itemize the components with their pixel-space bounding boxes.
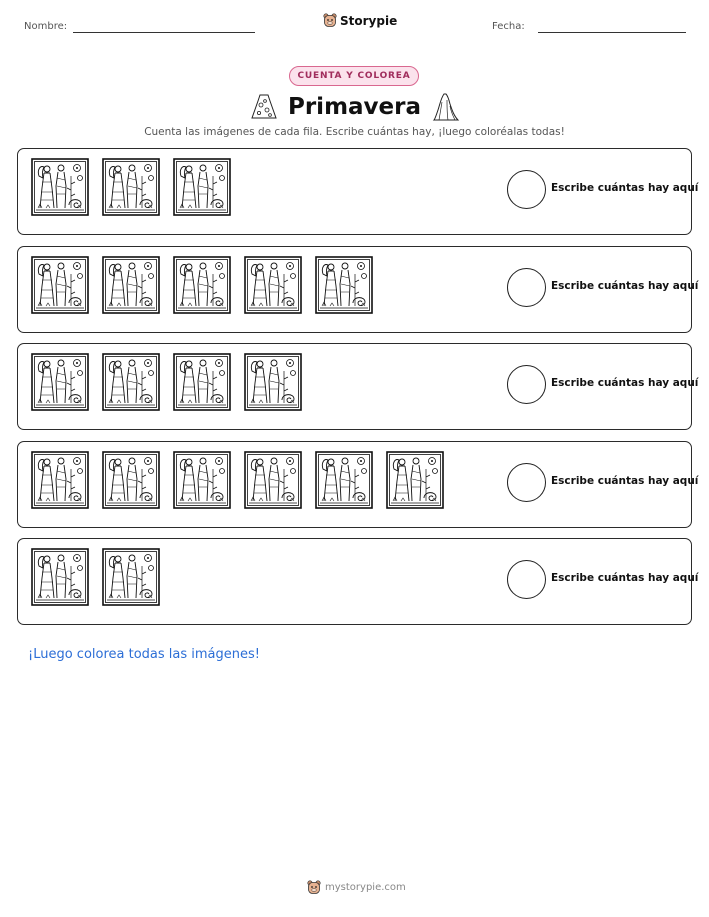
brand-logo bbox=[323, 13, 397, 28]
date-label: Fecha: bbox=[492, 21, 525, 32]
date-field[interactable] bbox=[538, 32, 686, 33]
answer-circle[interactable] bbox=[507, 268, 546, 307]
name-label: Nombre: bbox=[24, 21, 68, 32]
counting-row bbox=[17, 246, 699, 333]
site-url[interactable]: mystorypie.com bbox=[325, 882, 406, 893]
primavera-botticelli-figures-icon bbox=[386, 451, 444, 509]
primavera-botticelli-figures-icon bbox=[244, 451, 302, 509]
answer-label: Escribe cuántas hay aquí bbox=[551, 280, 699, 292]
instructions: Cuenta las imágenes de cada fila. Escribe cuántas hay, ¡luego coloréalas todas! bbox=[144, 126, 565, 138]
counting-row bbox=[17, 538, 699, 625]
footer-note: ¡Luego colorea todas las imágenes! bbox=[28, 647, 260, 662]
primavera-botticelli-figures-icon bbox=[102, 451, 160, 509]
primavera-botticelli-figures-icon bbox=[31, 548, 89, 606]
primavera-botticelli-figures-icon bbox=[173, 451, 231, 509]
answer-circle[interactable] bbox=[507, 463, 546, 502]
name-field[interactable] bbox=[73, 32, 255, 33]
primavera-botticelli-figures-icon bbox=[31, 256, 89, 314]
answer-label: Escribe cuántas hay aquí bbox=[551, 572, 699, 584]
answer-circle[interactable] bbox=[507, 170, 546, 209]
answer-circle[interactable] bbox=[507, 365, 546, 404]
primavera-botticelli-figures-icon bbox=[102, 353, 160, 411]
primavera-botticelli-figures-icon bbox=[173, 256, 231, 314]
primavera-botticelli-figures-icon bbox=[31, 451, 89, 509]
answer-label: Escribe cuántas hay aquí bbox=[551, 182, 699, 194]
answer-label: Escribe cuántas hay aquí bbox=[551, 377, 699, 389]
primavera-botticelli-figures-icon bbox=[31, 158, 89, 216]
primavera-botticelli-figures-icon bbox=[244, 256, 302, 314]
counting-row bbox=[17, 441, 699, 528]
brand-name: Storypie bbox=[340, 13, 398, 28]
counting-row bbox=[17, 148, 699, 235]
primavera-botticelli-figures-icon bbox=[244, 353, 302, 411]
primavera-botticelli-figures-icon bbox=[31, 353, 89, 411]
primavera-botticelli-figures-icon bbox=[315, 451, 373, 509]
site-footer bbox=[307, 880, 406, 895]
storypie-bear-icon bbox=[323, 13, 337, 28]
answer-circle[interactable] bbox=[507, 560, 546, 599]
primavera-botticelli-figures-icon bbox=[315, 256, 373, 314]
flowing-gown-icon bbox=[432, 92, 460, 122]
title-row bbox=[0, 91, 709, 123]
primavera-botticelli-figures-icon bbox=[102, 256, 160, 314]
primavera-botticelli-figures-icon bbox=[173, 158, 231, 216]
counting-row bbox=[17, 343, 699, 430]
activity-badge: CUENTA Y COLOREA bbox=[289, 66, 419, 86]
worksheet-header bbox=[0, 0, 709, 50]
primavera-botticelli-figures-icon bbox=[173, 353, 231, 411]
primavera-botticelli-figures-icon bbox=[102, 158, 160, 216]
page-title: Primavera bbox=[287, 94, 422, 120]
storypie-bear-icon bbox=[307, 880, 321, 895]
answer-label: Escribe cuántas hay aquí bbox=[551, 475, 699, 487]
primavera-botticelli-figures-icon bbox=[102, 548, 160, 606]
